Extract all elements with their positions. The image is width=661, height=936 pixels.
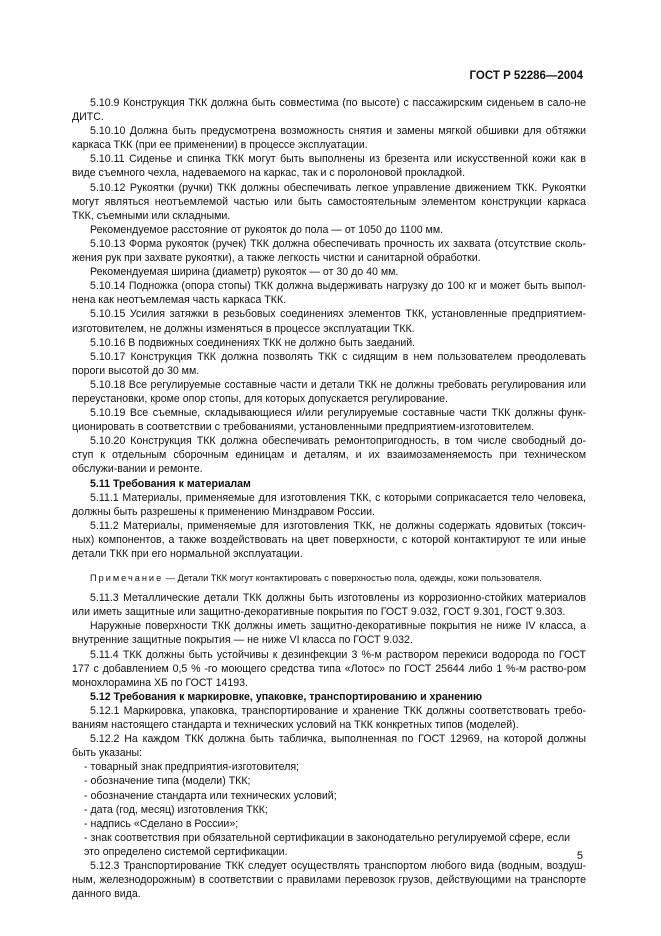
paragraph-5-11-1: 5.11.1 Материалы, применяемые для изготовления ТКК, с которыми соприкасается тело человека, должны быть разрешены к применению Минздравом России. [72,491,586,518]
paragraph-5-10-14: 5.10.14 Подножка (опора стопы) ТКК должна выдерживать нагрузку до 100 кг и может быть выпол-нена как неотъемлемая часть каркаса ТКК. [72,280,586,307]
paragraph-5-10-15: 5.10.15 Усилия затяжки в резьбовых соединениях элементов ТКК, установленные предприятием-изготовителем, не должны изменяться в процессе эксплуатации ТКК. [72,308,586,335]
list-item: - надпись «Сделано в России»; [72,817,586,831]
paragraph-5-10-20: 5.10.20 Конструкция ТКК должна обеспечивать ремонтопригодность, в том числе свободный до-ступ к отдельным сборочным единицам и деталям, и их взаимозаменяемость при техническом обслужи-вании и ремонте. [72,435,586,476]
paragraph-5-12-2: 5.12.2 На каждом ТКК должна быть табличка, выполненная по ГОСТ 12969, на которой должны быть указаны: [72,733,586,760]
list-item: - знак соответствия при обязательной сертификации в законодательно регулируемой сфере, если это определено системой сертификации. [72,831,586,859]
document-code-header: ГОСТ Р 52286—2004 [469,70,583,82]
paragraph-5-12-1: 5.12.1 Маркировка, упаковка, транспортирование и хранение ТКК должны соответствовать требо-ваниям настоящего стандарта и технических условий на ТКК конкретных типов (моделей). [72,704,586,732]
paragraph-5-10-17: 5.10.17 Конструкция ТКК должна позволять ТКК с сидящим в нем пользователем преодолевать пороги высотой до 30 мм. [72,350,586,377]
paragraph-5-10-11: 5.10.11 Сиденье и спинка ТКК могут быть выполнены из брезента или искусственной кожи как в виде съемного чехла, надеваемого на каркас, так и с поролоновой прокладкой. [72,153,586,180]
section-heading-5-12: 5.12 Требования к маркировке, упаковке, транспортированию и хранению [90,690,483,703]
section-heading-5-11: 5.11 Требования к материалам [90,477,251,490]
paragraph-5-10-19: 5.10.19 Все съемные, складывающиеся и/или регулируемые составные части ТКК должны функ-ционировать в соответствии с требованиями, установленными предприятием-изготовителем. [72,407,586,434]
paragraph-5-12-3: 5.12.3 Транспортирование ТКК следует осуществлять транспортом любого вида (водным, воздуш-ным, железнодорожным) в соответствии с правилами перевозок грузов, действующими на транспорте данного вида. [72,859,586,901]
paragraph-handle-distance: Рекомендуемое расстояние от рукояток до пола — от 1050 до 1100 мм. [90,223,444,236]
paragraph-5-10-9: 5.10.9 Конструкция ТКК должна быть совместима (по высоте) с пассажирским сиденьем в сало-не ДИТС. [72,97,586,124]
page-number: 5 [576,850,583,862]
note-text: — Детали ТКК могут контактировать с поверхностью пола, одежды, кожи пользователя. [165,573,542,584]
list-item: - дата (год, месяц) изготовления ТКК; [72,803,586,817]
list-item: - товарный знак предприятия-изготовителя; [72,760,586,774]
note [72,571,586,585]
note-label: Примечание [90,573,164,584]
label-requirements-list [72,760,586,859]
paragraph-5-11-2: 5.11.2 Материалы, применяемые для изготовления ТКК, не должны содержать ядовитых (токсич-ных) компонентов, а также воздействовать на цвет поверхности, с которой контактируют те или иные детали ТКК при его нормальной эксплуатации. [72,519,586,560]
paragraph-5-10-13: 5.10.13 Форма рукояток (ручек) ТКК должна обеспечивать прочность их захвата (отсутствие сколь-жения рук при захвате рукоятки), а также легкость чистки и санитарной обработки. [72,237,586,265]
paragraph-handle-width: Рекомендуемая ширина (диаметр) рукояток — от 30 до 40 мм. [90,266,399,279]
paragraph-5-10-10: 5.10.10 Должна быть предусмотрена возможность снятия и замены мягкой обшивки для обтяжки каркаса ТКК (при ее применении) в процессе эксплуатации. [72,125,586,152]
list-item: - обозначение стандарта или технических условий; [72,789,586,803]
paragraph-5-10-16: 5.10.16 В подвижных соединениях ТКК не должно быть заеданий. [90,336,416,349]
paragraph-5-11-4: 5.11.4 ТКК должны быть устойчивы к дезинфекции 3 %-м раствором перекиси водорода по ГОСТ 177 с добавлением 0,5 % -го моющего средства типа «Лотос» по ГОСТ 25644 либо 1 %-м раство-ром монохлорамина ХБ по ГОСТ 14193. [72,648,586,689]
document-body [72,96,586,901]
paragraph-5-11-3: 5.11.3 Металлические детали ТКК должны быть изготовлены из коррозионно-стойких материалов или иметь защитные или защитно-декоративные покрытия по ГОСТ 9.032, ГОСТ 9.301, ГОСТ 9.303. [72,592,586,619]
list-item: - обозначение типа (модели) ТКК; [72,774,586,788]
paragraph-5-10-18: 5.10.18 Все регулируемые составные части и детали ТКК не должны требовать регулирования или переустановки, кроме опор стопы, для которых допускается регулирование. [72,378,586,405]
paragraph-5-10-12: 5.10.12 Рукоятки (ручки) ТКК должны обеспечивать легкое управление движением ТКК. Рукоятки могут являться неотъемлемой частью или быть самостоятельным элементом конструкции каркаса ТКК, съемными или складными. [72,181,586,222]
paragraph-coatings: Наружные поверхности ТКК должны иметь защитно-декоративные покрытия не ниже IV класса, а внутренние защитные покрытия — не ниже VI класса по ГОСТ 9.032. [72,620,586,647]
